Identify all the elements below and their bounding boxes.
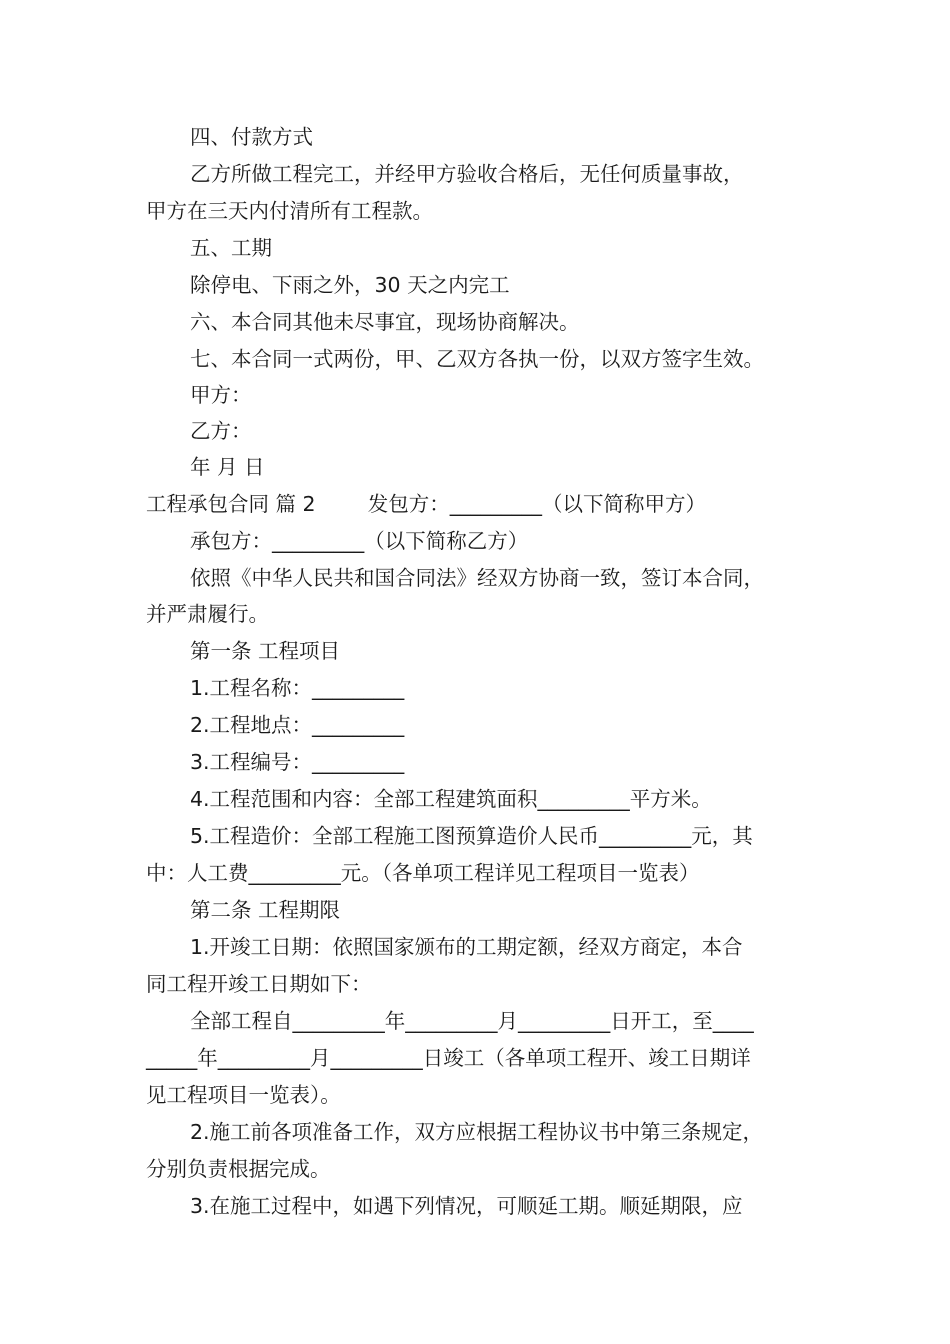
list-item: 2.施工前各项准备工作，双方应根据工程协议书中第三条规定， xyxy=(190,1120,764,1144)
signature-date: 年 月 日 xyxy=(190,455,265,479)
list-item: 5.工程造价：全部工程施工图预算造价人民币_________元，其 xyxy=(190,824,753,848)
signature-party-a: 甲方： xyxy=(190,383,252,407)
paragraph-line: 同工程开竣工日期如下： xyxy=(146,972,372,996)
article-heading-1: 第一条 工程项目 xyxy=(190,639,341,663)
paragraph-line: 甲方在三天内付清所有工程款。 xyxy=(146,199,433,223)
paragraph-line: 除停电、下雨之外，30 天之内完工 xyxy=(190,273,510,297)
paragraph-line: 全部工程自_________年_________月_________日开工，至____ xyxy=(190,1009,754,1033)
list-item: 2.工程地点：_________ xyxy=(190,713,405,737)
paragraph-line: 并严肃履行。 xyxy=(146,602,269,626)
paragraph-line: 见工程项目一览表）。 xyxy=(146,1083,341,1107)
paragraph-line: _____年_________月_________日竣工（各单项工程开、竣工日期详 xyxy=(146,1046,751,1070)
paragraph-line: 乙方所做工程完工，并经甲方验收合格后，无任何质量事故， xyxy=(190,162,744,186)
list-item: 3.工程编号：_________ xyxy=(190,750,405,774)
paragraph-line: 中：人工费_________元。（各单项工程详见工程项目一览表） xyxy=(146,861,700,885)
contractor-line: 承包方：_________（以下简称乙方） xyxy=(190,529,529,553)
paragraph-line: 依照《中华人民共和国合同法》经双方协商一致，签订本合同， xyxy=(190,566,764,590)
signature-party-b: 乙方： xyxy=(190,419,252,443)
list-item: 4.工程范围和内容：全部工程建筑面积_________平方米。 xyxy=(190,787,712,811)
section-heading-copies: 七、本合同一式两份，甲、乙双方各执一份，以双方签字生效。 xyxy=(190,347,764,371)
paragraph-line: 分别负责根据完成。 xyxy=(146,1157,331,1181)
list-item: 3.在施工过程中，如遇下列情况，可顺延工期。顺延期限，应 xyxy=(190,1194,743,1218)
list-item: 1.开竣工日期：依照国家颁布的工期定额，经双方商定，本合 xyxy=(190,935,743,959)
article-heading-2: 第二条 工程期限 xyxy=(190,898,341,922)
list-item: 1.工程名称：_________ xyxy=(190,676,405,700)
section-heading-payment: 四、付款方式 xyxy=(190,125,313,149)
contract-title-line: 工程承包合同 篇 2 发包方：_________（以下简称甲方） xyxy=(146,492,706,516)
section-heading-duration: 五、工期 xyxy=(190,236,272,260)
section-heading-other-matters: 六、本合同其他未尽事宜，现场协商解决。 xyxy=(190,310,580,334)
